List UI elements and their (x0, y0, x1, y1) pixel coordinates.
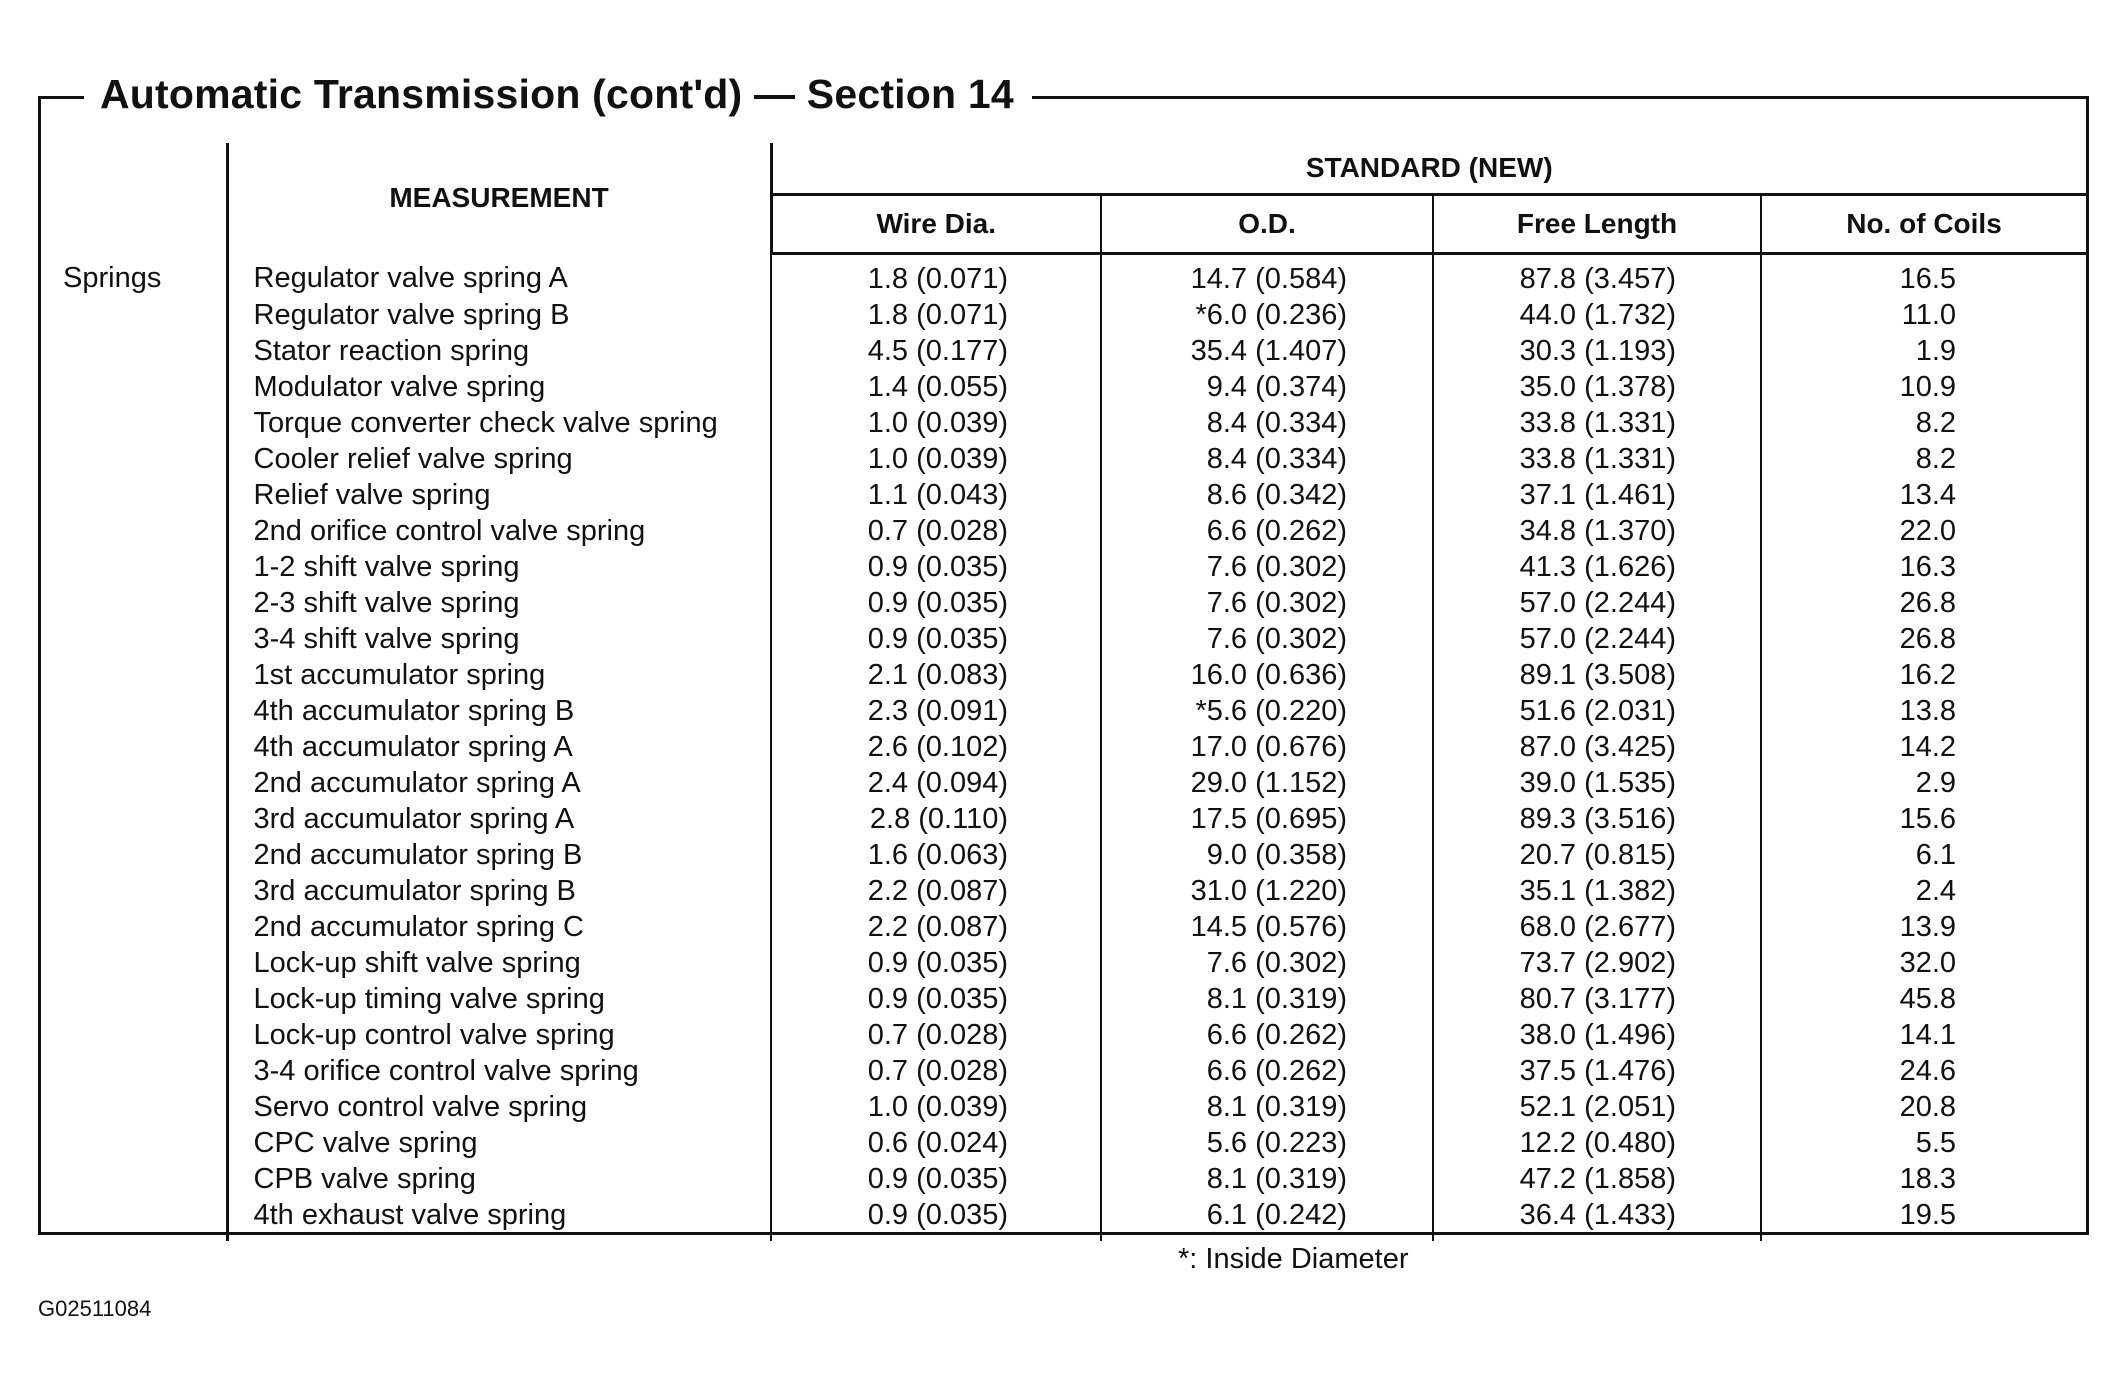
wire-dia-cell: 0.9 (0.035) (771, 981, 1101, 1017)
spring-name-cell: 2nd orifice control valve spring (227, 513, 771, 549)
no-of-coils-cell: 13.9 (1899, 911, 1957, 943)
table-row (41, 585, 2086, 621)
free-length-cell: 68.0 (2.677) (1433, 909, 1761, 945)
od-cell: 7.6 (0.302) (1101, 585, 1433, 621)
table-body (41, 254, 2086, 1242)
no-of-coils-cell: 15.6 (1899, 803, 1957, 835)
no-of-coils-cell: 11.0 (1901, 299, 1957, 331)
spring-name-cell: 4th accumulator spring B (227, 693, 771, 729)
spring-name-cell: CPC valve spring (227, 1125, 771, 1161)
free-length-cell: 80.7 (3.177) (1433, 981, 1761, 1017)
wire-dia-cell: 1.8 (0.071) (771, 254, 1101, 298)
wire-dia-cell: 0.9 (0.035) (771, 621, 1101, 657)
spring-name-cell: Lock-up control valve spring (227, 1017, 771, 1053)
table-row (41, 549, 2086, 585)
od-cell: 9.4 (0.374) (1101, 369, 1433, 405)
no-of-coils-cell: 24.6 (1899, 1055, 1957, 1087)
od-cell: 8.1 (0.319) (1101, 1089, 1433, 1125)
table-row (41, 297, 2086, 333)
free-length-cell: 87.0 (3.425) (1433, 729, 1761, 765)
free-length-cell: 35.1 (1.382) (1433, 873, 1761, 909)
wire-dia-cell: 0.9 (0.035) (771, 585, 1101, 621)
table-row (41, 729, 2086, 765)
spring-name-cell: CPB valve spring (227, 1161, 771, 1197)
wire-dia-cell: 0.7 (0.028) (771, 1017, 1101, 1053)
free-length-cell: 87.8 (3.457) (1433, 254, 1761, 298)
wire-dia-cell: 2.2 (0.087) (771, 909, 1101, 945)
od-cell: 7.6 (0.302) (1101, 945, 1433, 981)
spring-name-cell: Regulator valve spring A (227, 254, 771, 298)
spring-name-cell: Stator reaction spring (227, 333, 771, 369)
free-length-cell: 44.0 (1.732) (1433, 297, 1761, 333)
table-row (41, 873, 2086, 909)
table-row (41, 981, 2086, 1017)
wire-dia-cell: 1.8 (0.071) (771, 297, 1101, 333)
wire-dia-cell: 2.1 (0.083) (771, 657, 1101, 693)
wire-dia-cell: 0.9 (0.035) (771, 1161, 1101, 1197)
wire-dia-cell: 1.1 (0.043) (771, 477, 1101, 513)
spring-name-cell: Relief valve spring (227, 477, 771, 513)
no-of-coils-cell: 8.2 (1915, 407, 1957, 439)
no-of-coils-cell: 1.9 (1915, 335, 1957, 367)
free-length-cell: 73.7 (2.902) (1433, 945, 1761, 981)
no-of-coils-cell: 16.3 (1899, 551, 1957, 583)
spring-name-cell: 1-2 shift valve spring (227, 549, 771, 585)
od-cell: 8.1 (0.319) (1101, 981, 1433, 1017)
no-of-coils-cell: 13.4 (1899, 479, 1957, 511)
free-length-cell: 41.3 (1.626) (1433, 549, 1761, 585)
wire-dia-cell: 0.9 (0.035) (771, 1197, 1101, 1241)
table-row (41, 909, 2086, 945)
no-of-coils-cell: 13.8 (1899, 695, 1957, 727)
free-length-cell: 37.1 (1.461) (1433, 477, 1761, 513)
od-cell: 8.6 (0.342) (1101, 477, 1433, 513)
od-cell: 17.0 (0.676) (1101, 729, 1433, 765)
footnote: *: Inside Diameter (1178, 1243, 1409, 1275)
no-of-coils-cell: 5.5 (1915, 1127, 1957, 1159)
free-length-cell: 39.0 (1.535) (1433, 765, 1761, 801)
od-cell: 7.6 (0.302) (1101, 549, 1433, 585)
wire-dia-cell: 2.2 (0.087) (771, 873, 1101, 909)
table-row (41, 693, 2086, 729)
free-length-cell: 57.0 (2.244) (1433, 585, 1761, 621)
table-row (41, 1053, 2086, 1089)
free-length-cell: 38.0 (1.496) (1433, 1017, 1761, 1053)
od-cell: 8.1 (0.319) (1101, 1161, 1433, 1197)
od-cell: *5.6 (0.220) (1101, 693, 1433, 729)
wire-dia-cell: 1.4 (0.055) (771, 369, 1101, 405)
spring-name-cell: 2nd accumulator spring A (227, 765, 771, 801)
spring-name-cell: Lock-up shift valve spring (227, 945, 771, 981)
od-cell: 17.5 (0.695) (1101, 801, 1433, 837)
spring-name-cell: 3-4 orifice control valve spring (227, 1053, 771, 1089)
free-length-cell: 47.2 (1.858) (1433, 1161, 1761, 1197)
od-cell: 6.1 (0.242) (1101, 1197, 1433, 1241)
no-of-coils-cell: 19.5 (1899, 1199, 1957, 1231)
wire-dia-cell: 0.7 (0.028) (771, 513, 1101, 549)
free-length-cell: 52.1 (2.051) (1433, 1089, 1761, 1125)
spring-name-cell: 3rd accumulator spring A (227, 801, 771, 837)
free-length-cell: 57.0 (2.244) (1433, 621, 1761, 657)
spring-name-cell: Cooler relief valve spring (227, 441, 771, 477)
wire-dia-cell: 1.0 (0.039) (771, 405, 1101, 441)
table-row (41, 333, 2086, 369)
spring-name-cell: Servo control valve spring (227, 1089, 771, 1125)
od-cell: 6.6 (0.262) (1101, 513, 1433, 549)
spring-name-cell: 2-3 shift valve spring (227, 585, 771, 621)
header-measurement: MEASUREMENT (227, 143, 771, 254)
od-cell: *6.0 (0.236) (1101, 297, 1433, 333)
table-row (41, 513, 2086, 549)
wire-dia-cell: 2.6 (0.102) (771, 729, 1101, 765)
od-cell: 6.6 (0.262) (1101, 1017, 1433, 1053)
od-cell: 5.6 (0.223) (1101, 1125, 1433, 1161)
free-length-cell: 51.6 (2.031) (1433, 693, 1761, 729)
wire-dia-cell: 0.9 (0.035) (771, 945, 1101, 981)
wire-dia-cell: 1.0 (0.039) (771, 1089, 1101, 1125)
wire-dia-cell: 2.4 (0.094) (771, 765, 1101, 801)
od-cell: 7.6 (0.302) (1101, 621, 1433, 657)
no-of-coils-cell: 26.8 (1899, 623, 1957, 655)
table-row (41, 621, 2086, 657)
wire-dia-cell: 2.8 (0.110) (771, 801, 1101, 837)
wire-dia-cell: 0.7 (0.028) (771, 1053, 1101, 1089)
od-cell: 31.0 (1.220) (1101, 873, 1433, 909)
free-length-cell: 37.5 (1.476) (1433, 1053, 1761, 1089)
od-cell: 6.6 (0.262) (1101, 1053, 1433, 1089)
page-title: Automatic Transmission (cont'd) — Section 14 (100, 70, 1014, 117)
spring-name-cell: Torque converter check valve spring (227, 405, 771, 441)
od-cell: 14.7 (0.584) (1101, 254, 1433, 298)
table-row (41, 801, 2086, 837)
free-length-cell: 30.3 (1.193) (1433, 333, 1761, 369)
table-row (41, 369, 2086, 405)
no-of-coils-cell: 16.5 (1899, 263, 1957, 295)
od-cell: 8.4 (0.334) (1101, 405, 1433, 441)
no-of-coils-cell: 32.0 (1899, 947, 1957, 979)
table-row (41, 441, 2086, 477)
no-of-coils-cell: 14.1 (1899, 1019, 1957, 1051)
free-length-cell: 33.8 (1.331) (1433, 405, 1761, 441)
no-of-coils-cell: 20.8 (1899, 1091, 1957, 1123)
od-cell: 9.0 (0.358) (1101, 837, 1433, 873)
spring-name-cell: 4th accumulator spring A (227, 729, 771, 765)
wire-dia-cell: 4.5 (0.177) (771, 333, 1101, 369)
free-length-cell: 33.8 (1.331) (1433, 441, 1761, 477)
table-row (41, 254, 2086, 298)
spring-name-cell: 2nd accumulator spring B (227, 837, 771, 873)
wire-dia-cell: 1.0 (0.039) (771, 441, 1101, 477)
od-cell: 29.0 (1.152) (1101, 765, 1433, 801)
header-free-length: Free Length (1433, 195, 1761, 254)
table-row (41, 1161, 2086, 1197)
free-length-cell: 34.8 (1.370) (1433, 513, 1761, 549)
spring-name-cell: 4th exhaust valve spring (227, 1197, 771, 1241)
free-length-cell: 89.3 (3.516) (1433, 801, 1761, 837)
no-of-coils-cell: 45.8 (1899, 983, 1957, 1015)
group-label: Springs (41, 254, 227, 1242)
no-of-coils-cell: 16.2 (1899, 659, 1957, 691)
od-cell: 16.0 (0.636) (1101, 657, 1433, 693)
wire-dia-cell: 1.6 (0.063) (771, 837, 1101, 873)
od-cell: 35.4 (1.407) (1101, 333, 1433, 369)
spring-name-cell: 3rd accumulator spring B (227, 873, 771, 909)
spring-name-cell: Modulator valve spring (227, 369, 771, 405)
header-standard: STANDARD (NEW) (771, 143, 2086, 195)
spring-name-cell: 1st accumulator spring (227, 657, 771, 693)
od-cell: 14.5 (0.576) (1101, 909, 1433, 945)
table-row (41, 945, 2086, 981)
header-od: O.D. (1101, 195, 1433, 254)
no-of-coils-cell: 22.0 (1899, 515, 1957, 547)
wire-dia-cell: 0.6 (0.024) (771, 1125, 1101, 1161)
no-of-coils-cell: 26.8 (1899, 587, 1957, 619)
table-row (41, 405, 2086, 441)
title-block (84, 64, 1032, 124)
header-group-cell (41, 143, 227, 254)
table-row (41, 1125, 2086, 1161)
spring-spec-table (41, 143, 2086, 1241)
no-of-coils-cell: 18.3 (1899, 1163, 1957, 1195)
wire-dia-cell: 2.3 (0.091) (771, 693, 1101, 729)
header-wire-dia: Wire Dia. (771, 195, 1101, 254)
table-row (41, 765, 2086, 801)
free-length-cell: 20.7 (0.815) (1433, 837, 1761, 873)
no-of-coils-cell: 8.2 (1915, 443, 1957, 475)
spring-name-cell: Lock-up timing valve spring (227, 981, 771, 1017)
free-length-cell: 36.4 (1.433) (1433, 1197, 1761, 1241)
wire-dia-cell: 0.9 (0.035) (771, 549, 1101, 585)
od-cell: 8.4 (0.334) (1101, 441, 1433, 477)
table-row (41, 657, 2086, 693)
figure-id: G02511084 (38, 1296, 152, 1321)
spring-name-cell: Regulator valve spring B (227, 297, 771, 333)
header-no-of-coils: No. of Coils (1761, 195, 2086, 254)
no-of-coils-cell: 6.1 (1915, 839, 1957, 871)
table-row (41, 837, 2086, 873)
no-of-coils-cell: 2.9 (1915, 767, 1957, 799)
spring-name-cell: 3-4 shift valve spring (227, 621, 771, 657)
table-row (41, 1089, 2086, 1125)
no-of-coils-cell: 2.4 (1915, 875, 1957, 907)
table-row (41, 477, 2086, 513)
free-length-cell: 12.2 (0.480) (1433, 1125, 1761, 1161)
no-of-coils-cell: 10.9 (1899, 371, 1957, 403)
free-length-cell: 89.1 (3.508) (1433, 657, 1761, 693)
spring-name-cell: 2nd accumulator spring C (227, 909, 771, 945)
no-of-coils-cell: 14.2 (1899, 731, 1957, 763)
table-row (41, 1197, 2086, 1241)
free-length-cell: 35.0 (1.378) (1433, 369, 1761, 405)
table-row (41, 1017, 2086, 1053)
